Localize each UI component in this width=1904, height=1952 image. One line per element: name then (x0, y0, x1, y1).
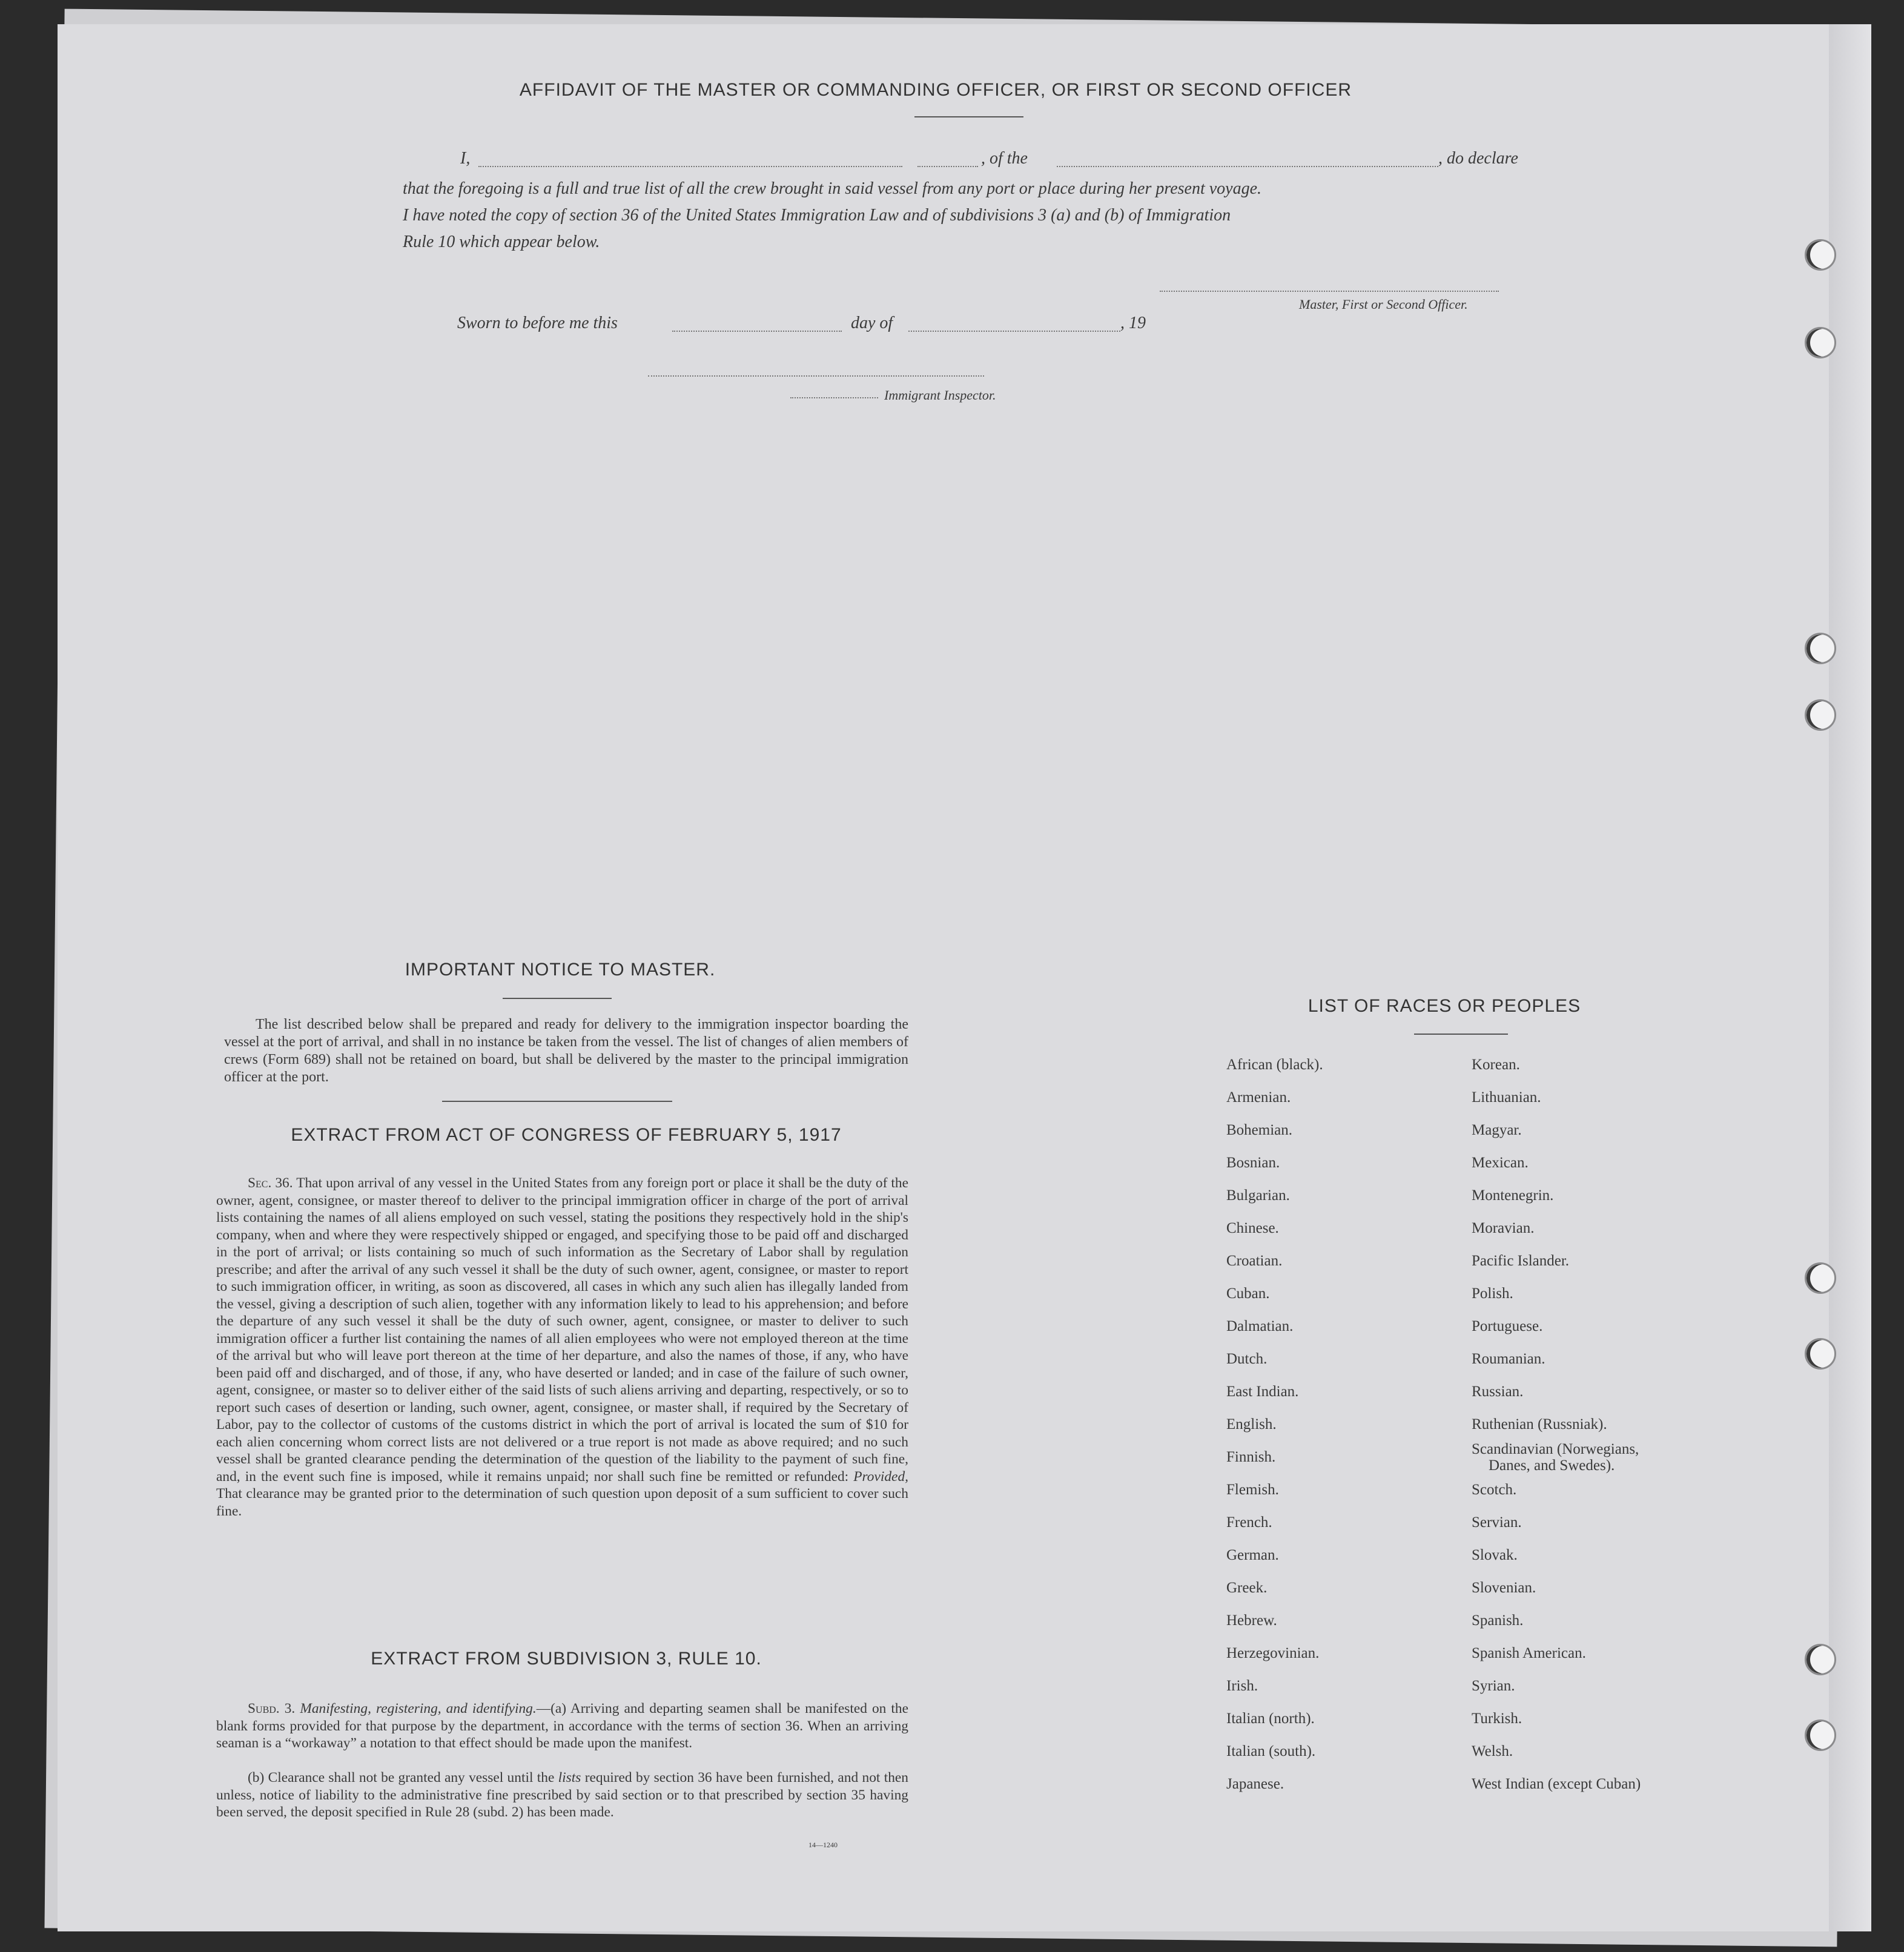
race-item: Slovak. (1472, 1547, 1518, 1563)
race-item: Bosnian. (1226, 1155, 1280, 1171)
sworn-year: , 19 (1120, 314, 1146, 332)
race-item: Welsh. (1472, 1743, 1513, 1759)
notice-text: The list described below shall be prepared and ready for delivery to the immigration inspector boarding the vessel at the port of arrival, and shall in no instance be taken from the vessel. The list of changes of alien members of crews (Form 689) shall not be retained on board, but shall be delivered by the master to the principal immigration officer at the port. (224, 1017, 908, 1085)
race-item: Russian. (1472, 1383, 1524, 1400)
race-item: Servian. (1472, 1514, 1522, 1531)
race-item: Magyar. (1472, 1122, 1522, 1138)
punch-hole (1805, 1262, 1836, 1294)
race-item: Armenian. (1226, 1089, 1291, 1106)
race-item: Moravian. (1472, 1220, 1535, 1236)
race-item: Pacific Islander. (1472, 1253, 1570, 1269)
subd-label: Subd. 3. (248, 1701, 296, 1716)
act-body-end: That clearance may be granted prior to the determination of such question upon deposit of a sum sufficient to cover such fine. (216, 1486, 908, 1519)
lists-word: lists (558, 1770, 581, 1785)
affidavit-line-3: I have noted the copy of section 36 of the United States Immigration Law and of subdivisions 3 (a) and (b) of Immigration (403, 206, 1231, 225)
do-declare-label: , do declare (1438, 149, 1518, 168)
vessel-blank[interactable] (1057, 166, 1438, 167)
sworn-prefix: Sworn to before me this (457, 314, 618, 332)
form-number: 14—1240 (808, 1841, 838, 1849)
races-left-column (1226, 1049, 1323, 1801)
race-item: Polish. (1472, 1285, 1513, 1302)
race-item: Bulgarian. (1226, 1187, 1290, 1204)
punch-hole (1805, 633, 1836, 664)
race-item-line: Danes, and Swedes). (1489, 1457, 1615, 1474)
race-item: Bohemian. (1226, 1122, 1293, 1138)
race-item: English. (1226, 1416, 1277, 1433)
sworn-day-blank[interactable] (672, 331, 842, 332)
races-right-column (1472, 1049, 1641, 1801)
race-item: Slovenian. (1472, 1580, 1536, 1596)
race-item: Spanish. (1472, 1612, 1524, 1629)
punch-hole (1805, 1720, 1836, 1751)
races-title: LIST OF RACES OR PEOPLES (1307, 996, 1581, 1016)
race-item: Italian (north). (1226, 1710, 1315, 1727)
race-item: West Indian (except Cuban) (1472, 1776, 1641, 1792)
race-item: Hebrew. (1226, 1612, 1277, 1629)
race-item: Portuguese. (1472, 1318, 1543, 1334)
race-item: Cuban. (1226, 1285, 1270, 1302)
subd-para-b-start: (b) Clearance shall not be granted any vessel until the (248, 1770, 555, 1785)
race-item: Irish. (1226, 1678, 1258, 1694)
notice-title: IMPORTANT NOTICE TO MASTER. (405, 960, 716, 980)
page-edge (1829, 24, 1871, 1931)
act-body: That upon arrival of any vessel in the United States from any foreign port or place it shall be the duty of the owner, agent, consignee, or master thereof to deliver to the principal immigration officer in charge of the port of arrival lists containing the names of all aliens employed on such vessel, stating the positions they respectively hold in the ship's company, when and where they were respectively shipped or engaged, and specifying those to be paid off and discharged in the port of arrival; or lists containing so much of such information as the Secretary of Labor shall by regulation prescribe; and after the arrival of any such vessel it shall be the duty of such owner, agent, consignee, or master to report to such immigration officer, in writing, as soon as discovered, all cases in which any such alien has illegally landed from the vessel, giving a description of such alien, together with any information likely to lead to his apprehension; and before the departure of any such vessel it shall be the duty of such owner, agent, consignee, or master to deliver to such immigration officer a further list containing the names of all alien employees who were not employed thereon at the time of the arrival but who will leave port thereon at the time of her departure, and also the names of those, if any, who have been paid off and discharged, and of those, if any, who have deserted or landed; and in case of the failure of such owner, agent, consignee, or master so to deliver either of the said lists of such aliens arriving and departing, respectively, or so to report such cases of desertion or landing, such owner, agent, consignee, or master shall, if required by the Secretary of Labor, pay to the collector of customs of the customs district in which the port of arrival is located the sum of $10 for each alien concerning whom correct lists are not delivered or a true report is not made as above required; and no such vessel shall be granted clearance pending the determination of the question of the liability to the payment of such fine, and, in the event such fine is imposed, while it remains unpaid; nor shall such fine be remitted or refunded: (216, 1175, 908, 1485)
race-item: Flemish. (1226, 1482, 1279, 1498)
punch-hole (1805, 1338, 1836, 1370)
rule-para-a (216, 1700, 908, 1752)
affidavit-line-2: that the foregoing is a full and true list of all the crew brought in said vessel from any port or place during her present voyage. (403, 179, 1262, 198)
race-item: Dalmatian. (1226, 1318, 1294, 1334)
inspector-dots (790, 397, 878, 398)
sworn-month-blank[interactable] (908, 331, 1120, 332)
race-item: Greek. (1226, 1580, 1268, 1596)
divider (503, 998, 612, 999)
punch-hole (1805, 699, 1836, 731)
subd-para-a: —(a) Arriving and departing seamen shall be manifested on the blank forms provided for that purpose by the department, in accordance with the terms of section 36. When an arriving seaman is a “workaway” a notation to that effect should be made upon the manifest. (216, 1701, 908, 1751)
affidavit-i-label: I, (460, 149, 471, 168)
race-item: Japanese. (1226, 1776, 1284, 1792)
race-item: East Indian. (1226, 1383, 1299, 1400)
race-item: Dutch. (1226, 1351, 1268, 1367)
sec-label: Sec. 36. (248, 1175, 293, 1191)
race-item: German. (1226, 1547, 1279, 1563)
race-item: Syrian. (1472, 1678, 1515, 1694)
punch-hole (1805, 1644, 1836, 1675)
provided-word: Provided, (853, 1468, 908, 1485)
race-item: Roumanian. (1472, 1351, 1545, 1367)
race-item: Ruthenian (Russniak). (1472, 1416, 1607, 1433)
divider (914, 116, 1023, 117)
race-item: Mexican. (1472, 1155, 1529, 1171)
rule-para-b (216, 1769, 908, 1821)
sworn-day-of: day of (851, 314, 893, 332)
affidavit-body (403, 176, 1553, 256)
race-item: French. (1226, 1514, 1272, 1531)
extract-act-title: EXTRACT FROM ACT OF CONGRESS OF FEBRUARY 5, 1917 (291, 1125, 842, 1145)
punch-hole (1805, 239, 1836, 271)
race-item: Croatian. (1226, 1253, 1283, 1269)
divider (442, 1101, 672, 1102)
rank-blank[interactable] (917, 166, 978, 167)
race-item: Scotch. (1472, 1482, 1517, 1498)
race-item-scandinavian (1472, 1441, 1641, 1474)
race-item: Finnish. (1226, 1449, 1276, 1465)
inspector-label: Immigrant Inspector. (884, 387, 996, 403)
race-item: African (black). (1226, 1057, 1323, 1073)
race-item-line: Scandinavian (Norwegians, (1472, 1441, 1639, 1457)
race-item: Herzegovinian. (1226, 1645, 1320, 1661)
race-item: Montenegrin. (1472, 1187, 1554, 1204)
master-signature-label: Master, First or Second Officer. (1299, 297, 1468, 312)
race-item: Italian (south). (1226, 1743, 1316, 1759)
race-item: Turkish. (1472, 1710, 1522, 1727)
document-page (58, 24, 1871, 1931)
divider (1414, 1034, 1508, 1035)
subd-para-b-end: required by section 36 have been furnished, and not then unless, notice of liability to the administrative fine prescribed by said section or to that prescribed by section 35 having been served, the deposit specified in Rule 28 (subd. 2) has been made. (216, 1770, 908, 1820)
affidavit-title: AFFIDAVIT OF THE MASTER OR COMMANDING OFFICER, OR FIRST OR SECOND OFFICER (519, 80, 1352, 100)
extract-rule-title: EXTRACT FROM SUBDIVISION 3, RULE 10. (371, 1649, 762, 1669)
punch-hole (1805, 327, 1836, 358)
extract-act-text (216, 1175, 908, 1520)
race-item: Spanish American. (1472, 1645, 1586, 1661)
master-signature-line[interactable] (1160, 291, 1499, 292)
name-blank[interactable] (478, 166, 902, 167)
affidavit-line-4: Rule 10 which appear below. (403, 232, 600, 251)
race-item: Lithuanian. (1472, 1089, 1541, 1106)
of-the-label: , of the (981, 149, 1028, 168)
race-item: Chinese. (1226, 1220, 1279, 1236)
inspector-signature-line[interactable] (648, 375, 984, 377)
race-item: Korean. (1472, 1057, 1520, 1073)
subd-heading: Manifesting, registering, and identifying. (300, 1701, 537, 1716)
